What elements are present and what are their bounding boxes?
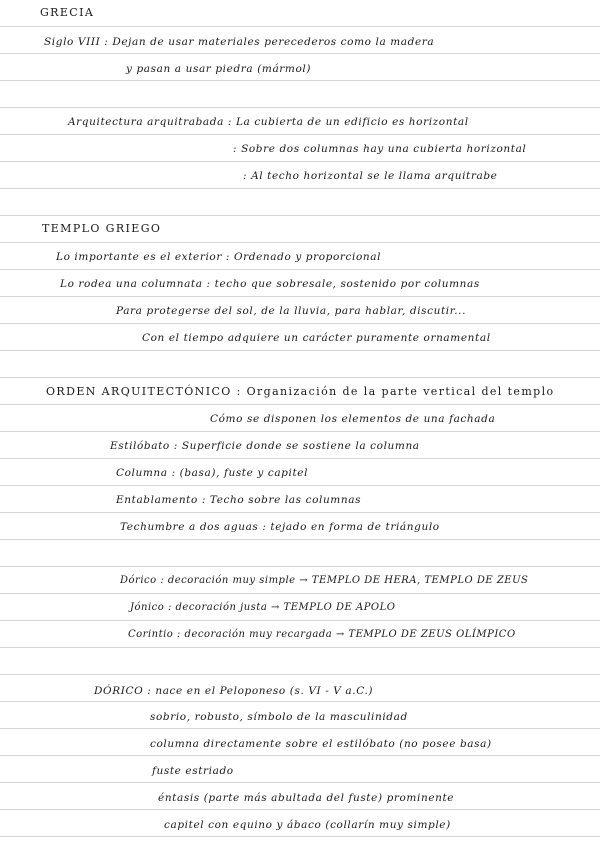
note-line: Entablamento : Techo sobre las columnas bbox=[116, 494, 362, 506]
note-line: Lo rodea una columnata : techo que sobresale, sostenido por columnas bbox=[60, 278, 480, 290]
title-grecia: GRECIA bbox=[40, 6, 95, 19]
note-line: Dórico : decoración muy simple → TEMPLO DE HERA, TEMPLO DE ZEUS bbox=[120, 575, 529, 586]
note-line: capitel con equino y ábaco (collarín muy simple) bbox=[164, 819, 451, 831]
note-line: fuste estriado bbox=[152, 765, 234, 777]
note-line: Columna : (basa), fuste y capitel bbox=[116, 467, 309, 479]
note-line: Jónico : decoración justa → TEMPLO DE APOLO bbox=[130, 602, 396, 613]
note-line: Con el tiempo adquiere un carácter puramente ornamental bbox=[142, 332, 491, 344]
note-line: Corintio : decoración muy recargada → TEMPLO DE ZEUS OLÍMPICO bbox=[128, 629, 516, 640]
note-line: sobrio, robusto, símbolo de la masculinidad bbox=[150, 711, 408, 723]
heading-orden-arquitectonico: ORDEN ARQUITECTÓNICO : Organización de la parte vertical del templo bbox=[46, 385, 555, 398]
note-line: columna directamente sobre el estilóbato (no posee basa) bbox=[150, 738, 492, 750]
note-line: Lo importante es el exterior : Ordenado y proporcional bbox=[56, 251, 382, 263]
heading-templo-griego: TEMPLO GRIEGO bbox=[42, 222, 162, 235]
note-line: : Al techo horizontal se le llama arquitrabe bbox=[243, 170, 498, 182]
note-line: y pasan a usar piedra (mármol) bbox=[126, 63, 312, 75]
note-line: Arquitectura arquitrabada : La cubierta de un edificio es horizontal bbox=[68, 116, 469, 128]
note-line: Estilóbato : Superficie donde se sostiene la columna bbox=[110, 440, 420, 452]
note-line: Techumbre a dos aguas : tejado en forma de triángulo bbox=[120, 521, 440, 533]
heading-dorico: DÓRICO : nace en el Peloponeso (s. VI - V a.C.) bbox=[94, 685, 374, 697]
note-line: Para protegerse del sol, de la lluvia, para hablar, discutir... bbox=[116, 305, 467, 317]
note-line: Siglo VIII : Dejan de usar materiales perecederos como la madera bbox=[44, 36, 435, 48]
note-line: Cómo se disponen los elementos de una fachada bbox=[210, 413, 496, 425]
note-line: : Sobre dos columnas hay una cubierta horizontal bbox=[233, 143, 527, 155]
note-line: éntasis (parte más abultada del fuste) prominente bbox=[158, 792, 455, 804]
